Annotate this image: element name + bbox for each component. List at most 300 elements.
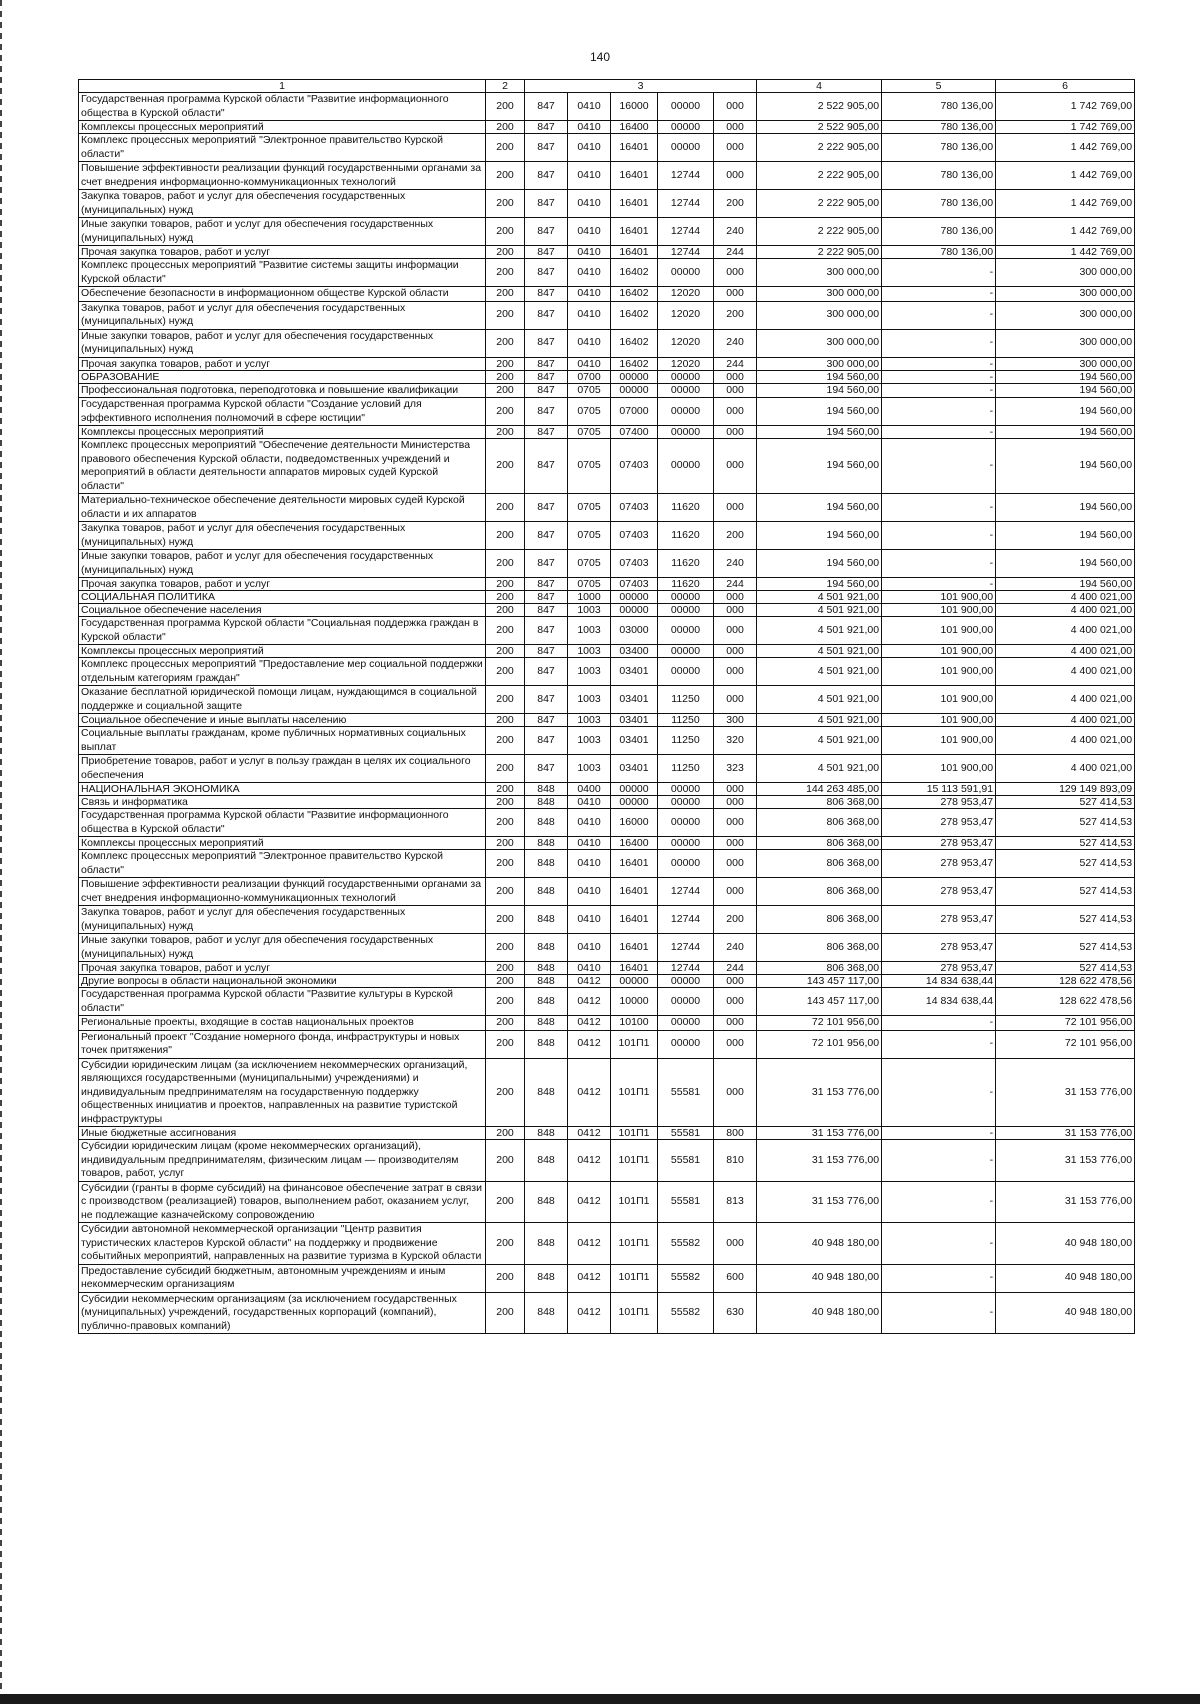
row-col-2: 200	[486, 686, 525, 714]
row-col-3-b: 0410	[568, 190, 611, 218]
row-col-3-d: 00000	[658, 645, 714, 658]
row-col-3-c: 10100	[611, 1016, 658, 1031]
row-col-3-c: 07403	[611, 578, 658, 591]
table-row	[79, 426, 1135, 439]
table-row	[79, 796, 1135, 809]
table-row	[79, 190, 1135, 218]
row-name: Субсидии юридическим лицам (за исключением некоммерческих организаций, являющихся государственными (муниципальными) учреждениями) и индивидуальным предпринимателям на государственную поддержку общественных инициатив и проектов, направленных на развитие туристской инфраструктуры	[79, 1058, 486, 1127]
row-col-3-e: 240	[714, 550, 757, 578]
row-col-3-d: 00000	[658, 398, 714, 426]
row-col-3-b: 1003	[568, 686, 611, 714]
row-col-3-d: 00000	[658, 439, 714, 494]
row-col-3-b: 0705	[568, 578, 611, 591]
row-col-6: 129 149 893,09	[996, 783, 1135, 796]
row-col-4: 4 501 921,00	[757, 604, 882, 617]
row-col-3-e: 000	[714, 988, 757, 1016]
row-name: Субсидии некоммерческим организациям (за исключением государственных (муниципальных) учреждений, государственных корпораций (компаний), публично-правовых компаний)	[79, 1292, 486, 1334]
row-col-3-d: 00000	[658, 1016, 714, 1031]
row-col-2: 200	[486, 439, 525, 494]
row-col-3-e: 000	[714, 287, 757, 302]
row-col-4: 806 368,00	[757, 837, 882, 850]
table-row	[79, 578, 1135, 591]
row-col-3-c: 101П1	[611, 1058, 658, 1127]
row-col-4: 72 101 956,00	[757, 1030, 882, 1058]
row-col-3-d: 11250	[658, 755, 714, 783]
row-col-4: 194 560,00	[757, 370, 882, 383]
row-col-2: 200	[486, 591, 525, 604]
row-name: Государственная программа Курской области "Социальная поддержка граждан в Курской области"	[79, 617, 486, 645]
row-col-3-b: 0410	[568, 962, 611, 975]
row-col-3-c: 101П1	[611, 1030, 658, 1058]
row-col-3-c: 00000	[611, 591, 658, 604]
row-col-3-e: 000	[714, 93, 757, 121]
row-col-5: -	[882, 1016, 996, 1031]
row-col-3-e: 000	[714, 617, 757, 645]
row-col-5: -	[882, 1264, 996, 1292]
row-col-3-a: 848	[525, 1140, 568, 1182]
row-name: НАЦИОНАЛЬНАЯ ЭКОНОМИКА	[79, 783, 486, 796]
row-col-3-a: 847	[525, 134, 568, 162]
row-col-2: 200	[486, 93, 525, 121]
row-col-3-e: 000	[714, 837, 757, 850]
row-col-2: 200	[486, 1292, 525, 1334]
row-col-4: 40 948 180,00	[757, 1292, 882, 1334]
row-col-3-e: 000	[714, 975, 757, 988]
row-col-3-b: 0410	[568, 934, 611, 962]
row-col-3-a: 847	[525, 398, 568, 426]
row-col-3-a: 847	[525, 357, 568, 370]
row-col-3-b: 0705	[568, 494, 611, 522]
row-col-6: 4 400 021,00	[996, 645, 1135, 658]
row-col-6: 4 400 021,00	[996, 604, 1135, 617]
row-col-3-b: 0410	[568, 259, 611, 287]
row-col-6: 40 948 180,00	[996, 1264, 1135, 1292]
row-col-3-c: 101П1	[611, 1127, 658, 1140]
row-col-3-a: 847	[525, 755, 568, 783]
row-col-6: 194 560,00	[996, 522, 1135, 550]
row-col-4: 2 222 905,00	[757, 218, 882, 246]
row-col-4: 2 222 905,00	[757, 246, 882, 259]
row-col-4: 300 000,00	[757, 287, 882, 302]
row-col-6: 527 414,53	[996, 796, 1135, 809]
row-col-4: 31 153 776,00	[757, 1181, 882, 1223]
row-col-5: -	[882, 329, 996, 357]
row-col-6: 300 000,00	[996, 259, 1135, 287]
row-col-3-b: 0410	[568, 246, 611, 259]
row-col-3-e: 200	[714, 522, 757, 550]
row-col-3-d: 11620	[658, 550, 714, 578]
row-name: Прочая закупка товаров, работ и услуг	[79, 357, 486, 370]
row-col-3-e: 240	[714, 934, 757, 962]
table-row	[79, 121, 1135, 134]
row-col-6: 4 400 021,00	[996, 714, 1135, 727]
row-col-3-a: 847	[525, 329, 568, 357]
row-col-2: 200	[486, 1264, 525, 1292]
row-col-2: 200	[486, 975, 525, 988]
row-col-2: 200	[486, 850, 525, 878]
row-col-3-d: 55582	[658, 1223, 714, 1265]
row-col-5: -	[882, 522, 996, 550]
row-col-2: 200	[486, 988, 525, 1016]
row-col-3-a: 847	[525, 658, 568, 686]
row-col-2: 200	[486, 1016, 525, 1031]
row-col-6: 194 560,00	[996, 398, 1135, 426]
row-col-3-e: 000	[714, 658, 757, 686]
row-name: Предоставление субсидий бюджетным, автономным учреждениям и иным некоммерческим организациям	[79, 1264, 486, 1292]
row-col-6: 1 442 769,00	[996, 246, 1135, 259]
row-col-5: 278 953,47	[882, 850, 996, 878]
row-col-4: 4 501 921,00	[757, 658, 882, 686]
row-col-3-a: 847	[525, 370, 568, 383]
row-col-6: 1 442 769,00	[996, 218, 1135, 246]
row-name: Государственная программа Курской области "Развитие информационного общества в Курской области"	[79, 809, 486, 837]
row-col-3-d: 55582	[658, 1292, 714, 1334]
row-col-5: 278 953,47	[882, 837, 996, 850]
row-col-3-e: 000	[714, 426, 757, 439]
row-col-3-a: 848	[525, 1016, 568, 1031]
row-col-3-b: 0412	[568, 1127, 611, 1140]
row-col-3-a: 847	[525, 522, 568, 550]
row-col-3-d: 12744	[658, 906, 714, 934]
row-name: Закупка товаров, работ и услуг для обеспечения государственных (муниципальных) нужд	[79, 522, 486, 550]
row-col-5: -	[882, 287, 996, 302]
row-col-4: 806 368,00	[757, 878, 882, 906]
row-col-3-b: 1003	[568, 714, 611, 727]
row-col-3-d: 00000	[658, 796, 714, 809]
row-col-3-e: 323	[714, 755, 757, 783]
row-col-3-e: 200	[714, 301, 757, 329]
row-col-2: 200	[486, 329, 525, 357]
row-col-3-c: 03401	[611, 727, 658, 755]
row-name: Региональные проекты, входящие в состав национальных проектов	[79, 1016, 486, 1031]
row-name: Государственная программа Курской области "Создание условий для эффективного исполнения полномочий в сфере юстиции"	[79, 398, 486, 426]
row-col-6: 4 400 021,00	[996, 617, 1135, 645]
row-name: Закупка товаров, работ и услуг для обеспечения государственных (муниципальных) нужд	[79, 906, 486, 934]
row-col-4: 806 368,00	[757, 796, 882, 809]
table-row	[79, 1292, 1135, 1334]
row-col-2: 200	[486, 218, 525, 246]
row-col-3-b: 0410	[568, 357, 611, 370]
row-col-3-d: 00000	[658, 426, 714, 439]
row-col-2: 200	[486, 1127, 525, 1140]
row-col-3-a: 847	[525, 727, 568, 755]
row-col-2: 200	[486, 1140, 525, 1182]
row-col-3-d: 00000	[658, 93, 714, 121]
row-col-3-a: 847	[525, 190, 568, 218]
row-name: Комплекс процессных мероприятий "Обеспечение деятельности Министерства правового обеспечения Курской области, подведомственных учреждений и мероприятий в области деятельности аппаратов мировых судей Курской области"	[79, 439, 486, 494]
row-col-4: 2 522 905,00	[757, 93, 882, 121]
table-row	[79, 934, 1135, 962]
row-col-5: 101 900,00	[882, 686, 996, 714]
row-name: Региональный проект "Создание номерного фонда, инфраструктуры и новых точек притяжения"	[79, 1030, 486, 1058]
table-row	[79, 1127, 1135, 1140]
row-col-3-a: 847	[525, 439, 568, 494]
row-col-3-b: 0410	[568, 121, 611, 134]
table-row	[79, 809, 1135, 837]
row-col-6: 31 153 776,00	[996, 1058, 1135, 1127]
row-col-5: -	[882, 383, 996, 398]
header-col-6: 6	[996, 80, 1135, 93]
table-row	[79, 398, 1135, 426]
row-col-5: -	[882, 426, 996, 439]
table-header-row	[79, 80, 1135, 93]
row-col-3-d: 55581	[658, 1127, 714, 1140]
row-col-3-c: 07403	[611, 522, 658, 550]
row-col-3-e: 000	[714, 796, 757, 809]
row-col-6: 1 442 769,00	[996, 190, 1135, 218]
row-col-3-e: 000	[714, 850, 757, 878]
row-col-3-c: 07403	[611, 439, 658, 494]
row-name: Комплексы процессных мероприятий	[79, 645, 486, 658]
row-col-3-a: 847	[525, 645, 568, 658]
table-row	[79, 591, 1135, 604]
row-col-3-e: 000	[714, 1223, 757, 1265]
row-col-3-b: 0412	[568, 1016, 611, 1031]
row-col-5: 780 136,00	[882, 190, 996, 218]
row-col-6: 128 622 478,56	[996, 988, 1135, 1016]
row-col-3-a: 847	[525, 686, 568, 714]
row-col-2: 200	[486, 398, 525, 426]
row-col-5: -	[882, 301, 996, 329]
row-col-3-d: 00000	[658, 658, 714, 686]
row-col-3-e: 800	[714, 1127, 757, 1140]
table-row	[79, 850, 1135, 878]
row-col-3-d: 12744	[658, 218, 714, 246]
row-col-2: 200	[486, 494, 525, 522]
row-col-3-a: 847	[525, 259, 568, 287]
row-col-3-a: 847	[525, 246, 568, 259]
row-col-6: 31 153 776,00	[996, 1140, 1135, 1182]
row-col-6: 1 442 769,00	[996, 162, 1135, 190]
row-col-6: 194 560,00	[996, 550, 1135, 578]
row-col-3-a: 847	[525, 591, 568, 604]
row-col-2: 200	[486, 962, 525, 975]
row-name: Повышение эффективности реализации функций государственными органами за счет внедрения информационно-коммуникационных технологий	[79, 878, 486, 906]
row-col-3-d: 55581	[658, 1140, 714, 1182]
row-col-3-b: 0705	[568, 550, 611, 578]
table-row	[79, 837, 1135, 850]
row-col-3-d: 11620	[658, 494, 714, 522]
row-col-3-b: 1003	[568, 604, 611, 617]
row-col-2: 200	[486, 878, 525, 906]
row-name: СОЦИАЛЬНАЯ ПОЛИТИКА	[79, 591, 486, 604]
row-col-3-c: 00000	[611, 604, 658, 617]
row-col-5: 780 136,00	[882, 218, 996, 246]
row-col-3-c: 16402	[611, 259, 658, 287]
row-col-3-d: 00000	[658, 783, 714, 796]
row-col-3-a: 847	[525, 426, 568, 439]
row-col-3-b: 0410	[568, 878, 611, 906]
row-col-4: 806 368,00	[757, 809, 882, 837]
row-col-3-d: 00000	[658, 370, 714, 383]
row-col-3-b: 0410	[568, 134, 611, 162]
row-col-3-c: 16401	[611, 906, 658, 934]
row-col-2: 200	[486, 246, 525, 259]
row-col-3-b: 1000	[568, 591, 611, 604]
row-col-6: 1 742 769,00	[996, 121, 1135, 134]
row-col-5: -	[882, 1292, 996, 1334]
row-col-3-c: 03400	[611, 645, 658, 658]
row-col-3-e: 000	[714, 1016, 757, 1031]
table-row	[79, 439, 1135, 494]
row-name: Социальное обеспечение населения	[79, 604, 486, 617]
table-row	[79, 755, 1135, 783]
row-name: Комплексы процессных мероприятий	[79, 426, 486, 439]
row-col-3-e: 000	[714, 439, 757, 494]
row-col-6: 527 414,53	[996, 809, 1135, 837]
table-row	[79, 1181, 1135, 1223]
row-col-5: 278 953,47	[882, 809, 996, 837]
row-col-3-a: 847	[525, 383, 568, 398]
row-col-3-c: 101П1	[611, 1292, 658, 1334]
row-col-3-d: 12020	[658, 301, 714, 329]
row-col-3-d: 00000	[658, 975, 714, 988]
row-col-3-e: 244	[714, 578, 757, 591]
row-col-5: 101 900,00	[882, 617, 996, 645]
row-col-3-a: 848	[525, 1127, 568, 1140]
row-name: Обеспечение безопасности в информационном обществе Курской области	[79, 287, 486, 302]
row-col-4: 4 501 921,00	[757, 591, 882, 604]
row-col-6: 194 560,00	[996, 426, 1135, 439]
row-col-2: 200	[486, 190, 525, 218]
row-col-2: 200	[486, 727, 525, 755]
row-col-3-d: 55581	[658, 1181, 714, 1223]
table-row	[79, 645, 1135, 658]
row-name: Прочая закупка товаров, работ и услуг	[79, 578, 486, 591]
row-col-3-c: 16000	[611, 93, 658, 121]
row-col-5: 780 136,00	[882, 121, 996, 134]
row-col-5: -	[882, 1140, 996, 1182]
table-row	[79, 522, 1135, 550]
row-col-4: 194 560,00	[757, 439, 882, 494]
row-col-2: 200	[486, 783, 525, 796]
row-col-3-a: 848	[525, 1181, 568, 1223]
row-col-2: 200	[486, 604, 525, 617]
row-col-3-e: 810	[714, 1140, 757, 1182]
row-col-2: 200	[486, 934, 525, 962]
row-col-4: 31 153 776,00	[757, 1127, 882, 1140]
row-col-6: 527 414,53	[996, 962, 1135, 975]
row-col-3-c: 03000	[611, 617, 658, 645]
row-col-3-c: 16402	[611, 329, 658, 357]
row-col-5: 101 900,00	[882, 755, 996, 783]
row-col-3-d: 00000	[658, 259, 714, 287]
row-name: Комплексы процессных мероприятий	[79, 121, 486, 134]
row-name: Приобретение товаров, работ и услуг в пользу граждан в целях их социального обеспечения	[79, 755, 486, 783]
table-row	[79, 287, 1135, 302]
row-col-3-c: 00000	[611, 783, 658, 796]
table-row	[79, 218, 1135, 246]
row-col-4: 2 222 905,00	[757, 162, 882, 190]
row-col-3-c: 101П1	[611, 1264, 658, 1292]
row-col-3-e: 240	[714, 218, 757, 246]
row-col-3-d: 12744	[658, 878, 714, 906]
row-col-3-b: 0705	[568, 398, 611, 426]
row-col-3-e: 000	[714, 591, 757, 604]
row-col-5: 780 136,00	[882, 134, 996, 162]
row-col-4: 4 501 921,00	[757, 617, 882, 645]
row-col-5: 278 953,47	[882, 934, 996, 962]
row-name: Социальные выплаты гражданам, кроме публичных нормативных социальных выплат	[79, 727, 486, 755]
row-col-3-b: 0410	[568, 850, 611, 878]
row-col-3-a: 848	[525, 783, 568, 796]
row-col-2: 200	[486, 522, 525, 550]
row-col-2: 200	[486, 301, 525, 329]
table-row	[79, 878, 1135, 906]
row-col-3-e: 000	[714, 259, 757, 287]
row-col-2: 200	[486, 162, 525, 190]
row-col-4: 72 101 956,00	[757, 1016, 882, 1031]
row-col-3-a: 848	[525, 796, 568, 809]
row-col-4: 2 522 905,00	[757, 121, 882, 134]
row-col-4: 806 368,00	[757, 962, 882, 975]
row-col-3-a: 848	[525, 1292, 568, 1334]
row-col-3-d: 12020	[658, 357, 714, 370]
row-col-3-b: 0410	[568, 796, 611, 809]
row-name: Государственная программа Курской области "Развитие культуры в Курской области"	[79, 988, 486, 1016]
row-name: Закупка товаров, работ и услуг для обеспечения государственных (муниципальных) нужд	[79, 190, 486, 218]
row-col-3-b: 0412	[568, 1140, 611, 1182]
row-col-3-e: 000	[714, 162, 757, 190]
row-col-5: 101 900,00	[882, 727, 996, 755]
row-col-3-a: 848	[525, 975, 568, 988]
table-row	[79, 259, 1135, 287]
row-col-3-c: 16401	[611, 246, 658, 259]
row-name: Комплекс процессных мероприятий "Электронное правительство Курской области"	[79, 134, 486, 162]
row-name: Субсидии (гранты в форме субсидий) на финансовое обеспечение затрат в связи с производством (реализацией) товаров, выполнением работ, оказанием услуг, не подлежащие казначейскому сопровождению	[79, 1181, 486, 1223]
row-col-3-d: 11250	[658, 714, 714, 727]
row-col-4: 4 501 921,00	[757, 755, 882, 783]
row-col-3-a: 848	[525, 850, 568, 878]
row-name: Закупка товаров, работ и услуг для обеспечения государственных (муниципальных) нужд	[79, 301, 486, 329]
row-col-3-a: 848	[525, 988, 568, 1016]
row-col-4: 194 560,00	[757, 494, 882, 522]
row-col-5: -	[882, 439, 996, 494]
row-col-3-b: 1003	[568, 727, 611, 755]
row-name: Государственная программа Курской области "Развитие информационного общества в Курской области"	[79, 93, 486, 121]
table-row	[79, 714, 1135, 727]
row-col-4: 40 948 180,00	[757, 1223, 882, 1265]
row-name: Повышение эффективности реализации функций государственными органами за счет внедрения информационно-коммуникационных технологий	[79, 162, 486, 190]
row-col-2: 200	[486, 550, 525, 578]
page-number: 140	[589, 50, 611, 64]
table-row	[79, 988, 1135, 1016]
row-col-4: 194 560,00	[757, 398, 882, 426]
row-col-3-e: 000	[714, 1030, 757, 1058]
table-row	[79, 1058, 1135, 1127]
row-col-3-e: 000	[714, 383, 757, 398]
row-col-4: 806 368,00	[757, 850, 882, 878]
row-col-5: 780 136,00	[882, 162, 996, 190]
table-row	[79, 1264, 1135, 1292]
row-col-3-e: 300	[714, 714, 757, 727]
row-col-3-d: 00000	[658, 837, 714, 850]
row-col-3-a: 848	[525, 1264, 568, 1292]
row-col-3-c: 07400	[611, 426, 658, 439]
row-col-2: 200	[486, 658, 525, 686]
row-col-3-b: 0412	[568, 1030, 611, 1058]
row-col-3-d: 00000	[658, 850, 714, 878]
row-col-5: 278 953,47	[882, 962, 996, 975]
row-col-6: 194 560,00	[996, 439, 1135, 494]
row-col-3-d: 12744	[658, 162, 714, 190]
row-col-3-c: 16402	[611, 301, 658, 329]
table-body	[79, 93, 1135, 1334]
row-col-3-a: 848	[525, 906, 568, 934]
row-col-3-d: 12744	[658, 190, 714, 218]
row-col-3-d: 55581	[658, 1058, 714, 1127]
row-col-4: 144 263 485,00	[757, 783, 882, 796]
